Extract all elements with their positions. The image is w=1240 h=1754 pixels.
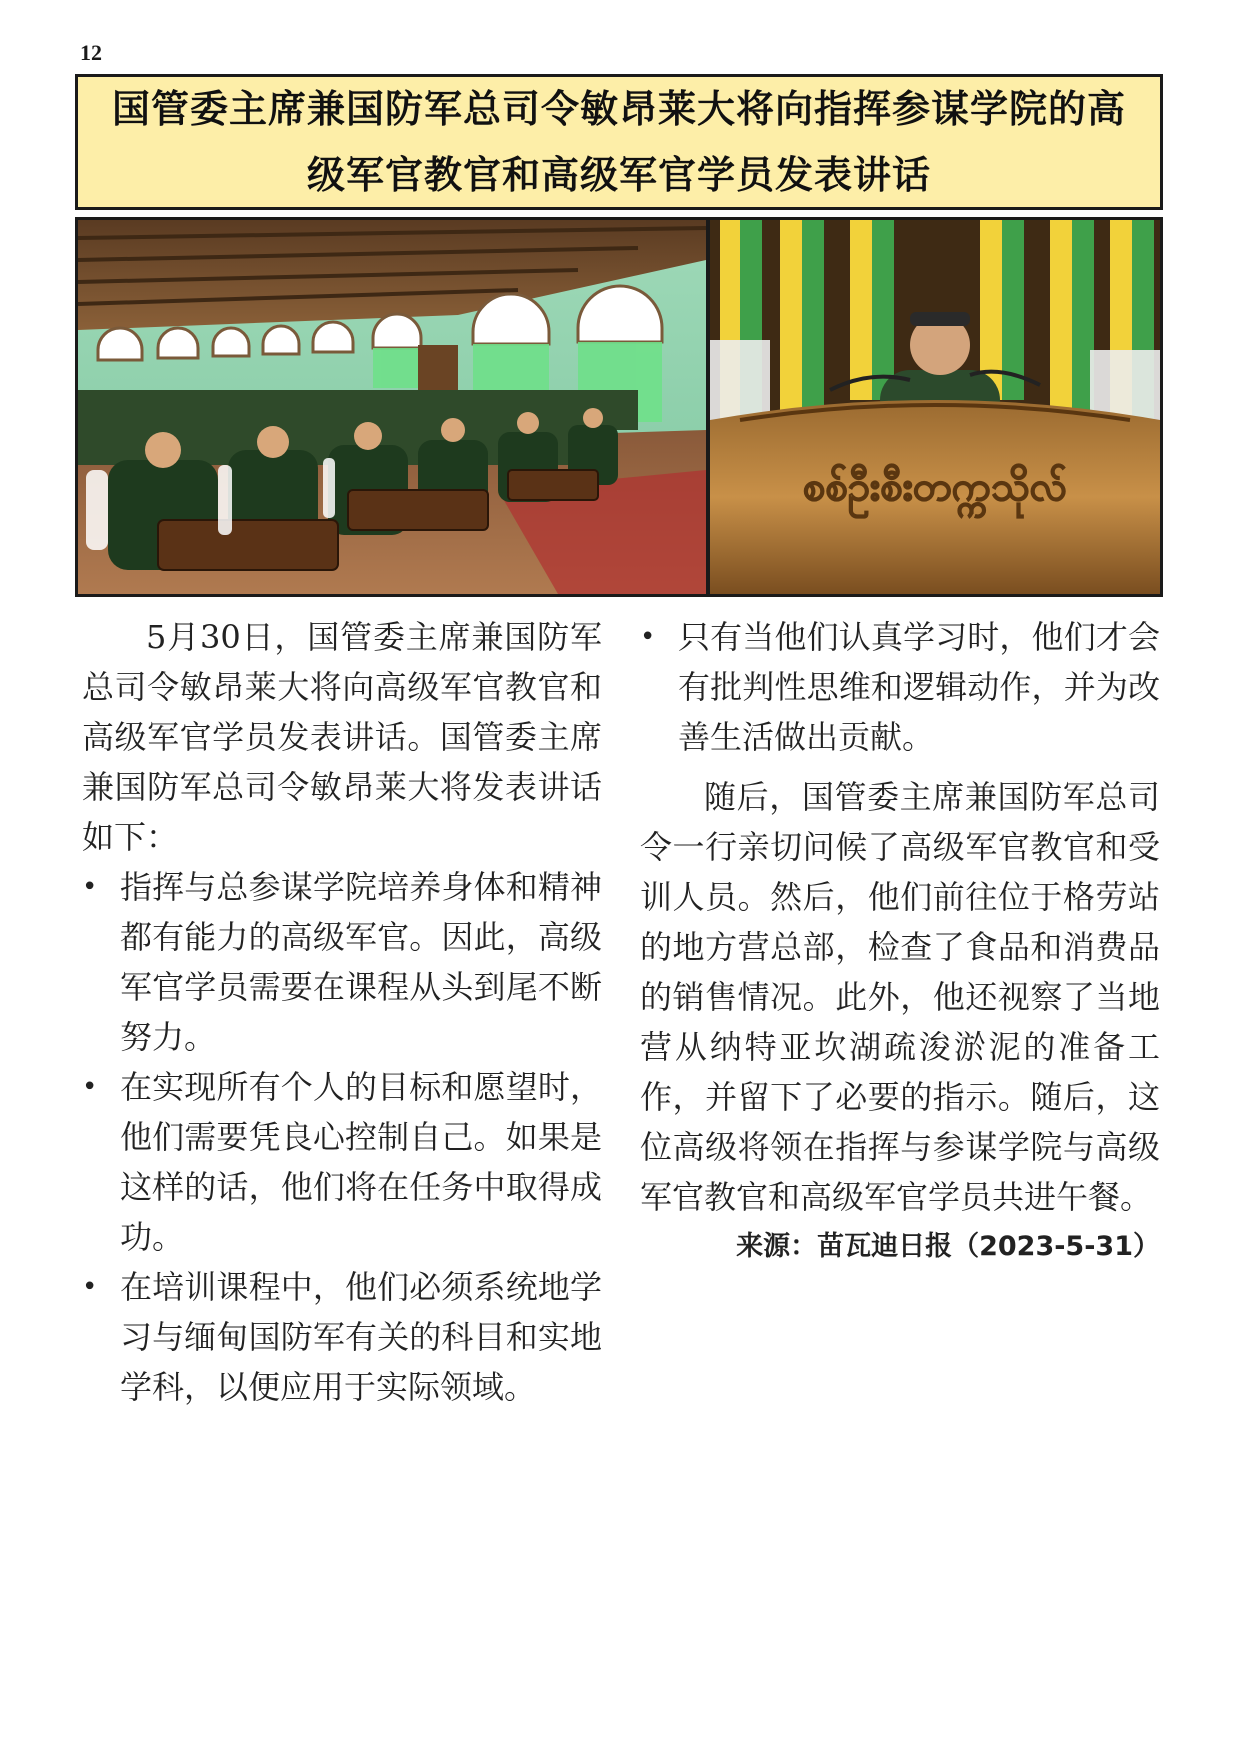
speech-points-continued (640, 612, 1160, 762)
follow-up-paragraph: 随后，国管委主席兼国防军总司令一行亲切问候了高级军官教官和受训人员。然后，他们前往位于格劳站的地方营总部，检查了食品和消费品的销售情况。此外，他还视察了当地营从纳特亚坎湖疏浚淤泥的准备工作，并留下了必要的指示。随后，这位高级将领在指挥与参谋学院与高级军官教官和高级军官学员共进午餐。 (640, 778, 1160, 1216)
speech-point: • 只有当他们认真学习时，他们才会有批判性思维和逻辑动作，并为改善生活做出贡献。 (640, 612, 1160, 762)
photo-speaker-podium (710, 220, 1160, 594)
podium-illustration (710, 220, 1160, 594)
headline: 国管委主席兼国防军总司令敏昂莱大将向指挥参谋学院的高级军官教官和高级军官学员发表讲话 (111, 87, 1126, 197)
left-column (82, 612, 602, 1412)
intro-paragraph: 5月30日，国管委主席兼国防军总司令敏昂莱大将向高级军官教官和高级军官学员发表讲话。国管委主席兼国防军总司令敏昂莱大将发表讲话如下： (82, 618, 602, 856)
speech-points-list (82, 862, 602, 1412)
photo-auditorium (78, 220, 706, 594)
right-column (640, 612, 1160, 1272)
speech-point: • 在培训课程中，他们必须系统地学习与缅甸国防军有关的科目和实地学科，以便应用于实际领域。 (82, 1262, 602, 1412)
headline-box (75, 74, 1163, 210)
speech-point: • 指挥与总参谋学院培养身体和精神都有能力的高级军官。因此，高级军官学员需要在课程从头到尾不断努力。 (82, 862, 602, 1062)
photo-strip (75, 217, 1163, 597)
auditorium-illustration (78, 220, 706, 594)
podium-inscription: စစ်ဦးစီးတက္ကသိုလ် (802, 464, 1068, 510)
speech-point: • 在实现所有个人的目标和愿望时，他们需要凭良心控制自己。如果是这样的话，他们将在任务中取得成功。 (82, 1062, 602, 1262)
page-number: 12 (80, 40, 102, 65)
source-credit: 来源：苗瓦迪日报（2023-5-31） (736, 1231, 1160, 1262)
